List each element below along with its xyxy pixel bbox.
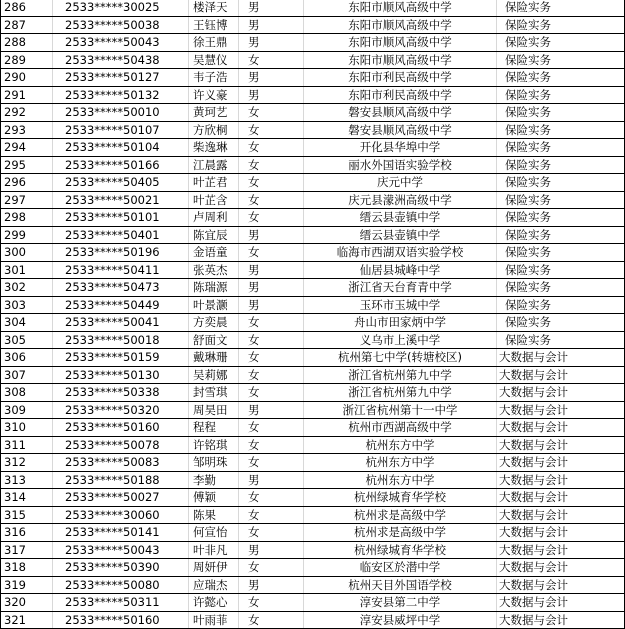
cell-subject: 大数据与会计	[497, 594, 625, 612]
cell-student-name: 吴莉娜	[189, 366, 239, 384]
cell-student-name: 方奕晨	[189, 314, 239, 332]
cell-exam-id: 2533*****50160	[53, 419, 189, 437]
cell-number: 302	[1, 279, 53, 297]
cell-school: 仙居县城峰中学	[304, 261, 497, 279]
cell-school: 杭州求是高级中学	[304, 506, 497, 524]
cell-school: 义乌市上溪中学	[304, 331, 497, 349]
cell-gender: 男	[239, 16, 304, 34]
cell-gender: 男	[239, 69, 304, 87]
cell-number: 309	[1, 401, 53, 419]
cell-number: 289	[1, 51, 53, 69]
cell-gender: 女	[239, 366, 304, 384]
cell-number: 291	[1, 86, 53, 104]
cell-exam-id: 2533*****50449	[53, 296, 189, 314]
cell-exam-id: 2533*****30060	[53, 506, 189, 524]
cell-gender: 男	[239, 471, 304, 489]
cell-student-name: 叶非凡	[189, 541, 239, 559]
cell-school: 浙江省杭州第十一中学	[304, 401, 497, 419]
cell-gender: 女	[239, 191, 304, 209]
cell-number: 290	[1, 69, 53, 87]
cell-school: 庆元县濛洲高级中学	[304, 191, 497, 209]
cell-subject: 保险实务	[497, 261, 625, 279]
cell-school: 杭州天目外国语学校	[304, 576, 497, 594]
cell-subject: 保险实务	[497, 86, 625, 104]
table-row	[1, 454, 625, 472]
cell-exam-id: 2533*****50078	[53, 436, 189, 454]
cell-subject: 大数据与会计	[497, 419, 625, 437]
cell-exam-id: 2533*****50107	[53, 121, 189, 139]
table-row	[1, 366, 625, 384]
cell-exam-id: 2533*****50141	[53, 524, 189, 542]
cell-student-name: 黄珂艺	[189, 104, 239, 122]
cell-school: 杭州东方中学	[304, 454, 497, 472]
cell-gender: 女	[239, 174, 304, 192]
table-row	[1, 16, 625, 34]
cell-school: 丽水外国语实验学校	[304, 156, 497, 174]
cell-number: 319	[1, 576, 53, 594]
table-row	[1, 594, 625, 612]
cell-school: 浙江省杭州第九中学	[304, 384, 497, 402]
cell-exam-id: 2533*****50320	[53, 401, 189, 419]
cell-exam-id: 2533*****50166	[53, 156, 189, 174]
cell-student-name: 许义豪	[189, 86, 239, 104]
cell-gender: 女	[239, 611, 304, 629]
table-row	[1, 506, 625, 524]
cell-school: 开化县华埠中学	[304, 139, 497, 157]
cell-exam-id: 2533*****50043	[53, 541, 189, 559]
cell-number: 316	[1, 524, 53, 542]
cell-number: 315	[1, 506, 53, 524]
cell-number: 301	[1, 261, 53, 279]
cell-subject: 大数据与会计	[497, 349, 625, 367]
cell-gender: 女	[239, 51, 304, 69]
cell-student-name: 封雪琪	[189, 384, 239, 402]
table-row	[1, 0, 625, 16]
cell-student-name: 陈瑞源	[189, 279, 239, 297]
cell-number: 296	[1, 174, 53, 192]
cell-gender: 男	[239, 226, 304, 244]
table-row	[1, 384, 625, 402]
cell-gender: 女	[239, 454, 304, 472]
cell-student-name: 叶芷君	[189, 174, 239, 192]
cell-subject: 保险实务	[497, 174, 625, 192]
cell-school: 杭州东方中学	[304, 436, 497, 454]
cell-exam-id: 2533*****50130	[53, 366, 189, 384]
table-row	[1, 69, 625, 87]
cell-school: 东阳市利民高级中学	[304, 69, 497, 87]
cell-school: 东阳市顺风高级中学	[304, 16, 497, 34]
cell-student-name: 徐王鼎	[189, 34, 239, 52]
cell-subject: 保险实务	[497, 139, 625, 157]
cell-exam-id: 2533*****50083	[53, 454, 189, 472]
table-row	[1, 121, 625, 139]
cell-number: 299	[1, 226, 53, 244]
cell-exam-id: 2533*****50041	[53, 314, 189, 332]
table-row	[1, 139, 625, 157]
cell-exam-id: 2533*****50027	[53, 489, 189, 507]
cell-subject: 保险实务	[497, 314, 625, 332]
table-row	[1, 261, 625, 279]
cell-gender: 男	[239, 0, 304, 16]
cell-subject: 保险实务	[497, 104, 625, 122]
cell-gender: 女	[239, 104, 304, 122]
cell-school: 磐安县顺风高级中学	[304, 104, 497, 122]
cell-gender: 男	[239, 279, 304, 297]
cell-student-name: 江晨露	[189, 156, 239, 174]
cell-student-name: 吴慧仪	[189, 51, 239, 69]
cell-student-name: 应瑞杰	[189, 576, 239, 594]
cell-gender: 女	[239, 244, 304, 262]
table-row	[1, 209, 625, 227]
cell-student-name: 李勤	[189, 471, 239, 489]
cell-exam-id: 2533*****50311	[53, 594, 189, 612]
cell-number: 287	[1, 16, 53, 34]
cell-school: 杭州求是高级中学	[304, 524, 497, 542]
cell-gender: 女	[239, 506, 304, 524]
cell-number: 313	[1, 471, 53, 489]
cell-number: 303	[1, 296, 53, 314]
cell-exam-id: 2533*****50473	[53, 279, 189, 297]
cell-number: 311	[1, 436, 53, 454]
cell-subject: 保险实务	[497, 121, 625, 139]
cell-exam-id: 2533*****50043	[53, 34, 189, 52]
cell-exam-id: 2533*****50338	[53, 384, 189, 402]
cell-student-name: 程程	[189, 419, 239, 437]
cell-gender: 男	[239, 296, 304, 314]
cell-school: 淳安县第二中学	[304, 594, 497, 612]
cell-school: 庆元中学	[304, 174, 497, 192]
cell-student-name: 张英杰	[189, 261, 239, 279]
cell-student-name: 韦子浩	[189, 69, 239, 87]
cell-subject: 保险实务	[497, 191, 625, 209]
cell-student-name: 许铭琪	[189, 436, 239, 454]
table-row	[1, 331, 625, 349]
table-row	[1, 51, 625, 69]
cell-gender: 女	[239, 559, 304, 577]
cell-school: 东阳市顺风高级中学	[304, 0, 497, 16]
table-row	[1, 86, 625, 104]
cell-school: 浙江省天台育青中学	[304, 279, 497, 297]
cell-number: 321	[1, 611, 53, 629]
cell-school: 临海市西湖双语实验学校	[304, 244, 497, 262]
cell-number: 300	[1, 244, 53, 262]
table-row	[1, 436, 625, 454]
cell-number: 305	[1, 331, 53, 349]
cell-exam-id: 2533*****50132	[53, 86, 189, 104]
cell-student-name: 周昊田	[189, 401, 239, 419]
table-row	[1, 611, 625, 629]
cell-school: 杭州绿城育华学校	[304, 489, 497, 507]
cell-gender: 女	[239, 314, 304, 332]
cell-gender: 男	[239, 86, 304, 104]
cell-number: 320	[1, 594, 53, 612]
cell-school: 杭州东方中学	[304, 471, 497, 489]
cell-subject: 保险实务	[497, 34, 625, 52]
cell-student-name: 舒面文	[189, 331, 239, 349]
cell-gender: 女	[239, 209, 304, 227]
cell-number: 317	[1, 541, 53, 559]
cell-subject: 大数据与会计	[497, 576, 625, 594]
cell-exam-id: 2533*****50018	[53, 331, 189, 349]
cell-subject: 大数据与会计	[497, 524, 625, 542]
cell-gender: 女	[239, 121, 304, 139]
cell-student-name: 何宣怡	[189, 524, 239, 542]
cell-number: 312	[1, 454, 53, 472]
cell-exam-id: 2533*****50101	[53, 209, 189, 227]
cell-subject: 大数据与会计	[497, 471, 625, 489]
cell-number: 297	[1, 191, 53, 209]
table-row	[1, 541, 625, 559]
cell-number: 294	[1, 139, 53, 157]
cell-student-name: 金语童	[189, 244, 239, 262]
cell-school: 玉环市玉城中学	[304, 296, 497, 314]
cell-student-name: 邹明珠	[189, 454, 239, 472]
cell-gender: 女	[239, 419, 304, 437]
cell-number: 306	[1, 349, 53, 367]
cell-student-name: 叶景灏	[189, 296, 239, 314]
cell-school: 杭州第七中学(转塘校区)	[304, 349, 497, 367]
cell-exam-id: 2533*****50159	[53, 349, 189, 367]
cell-gender: 女	[239, 156, 304, 174]
cell-subject: 大数据与会计	[497, 384, 625, 402]
cell-subject: 大数据与会计	[497, 541, 625, 559]
cell-gender: 男	[239, 576, 304, 594]
cell-subject: 保险实务	[497, 244, 625, 262]
cell-subject: 保险实务	[497, 331, 625, 349]
cell-number: 298	[1, 209, 53, 227]
table-row	[1, 174, 625, 192]
cell-subject: 大数据与会计	[497, 489, 625, 507]
cell-gender: 女	[239, 489, 304, 507]
cell-student-name: 陈宜辰	[189, 226, 239, 244]
cell-student-name: 王钰博	[189, 16, 239, 34]
cell-exam-id: 2533*****50438	[53, 51, 189, 69]
table-row	[1, 226, 625, 244]
cell-subject: 保险实务	[497, 16, 625, 34]
cell-subject: 保险实务	[497, 279, 625, 297]
cell-gender: 女	[239, 331, 304, 349]
cell-student-name: 陈果	[189, 506, 239, 524]
cell-school: 浙江省杭州第九中学	[304, 366, 497, 384]
cell-exam-id: 2533*****50160	[53, 611, 189, 629]
cell-exam-id: 2533*****50390	[53, 559, 189, 577]
table-row	[1, 349, 625, 367]
cell-exam-id: 2533*****50021	[53, 191, 189, 209]
cell-student-name: 卢周利	[189, 209, 239, 227]
table-row	[1, 279, 625, 297]
cell-number: 304	[1, 314, 53, 332]
cell-number: 292	[1, 104, 53, 122]
cell-number: 318	[1, 559, 53, 577]
cell-gender: 女	[239, 594, 304, 612]
cell-school: 缙云县壶镇中学	[304, 226, 497, 244]
cell-subject: 保险实务	[497, 51, 625, 69]
cell-gender: 男	[239, 261, 304, 279]
cell-subject: 保险实务	[497, 226, 625, 244]
cell-school: 东阳市顺风高级中学	[304, 51, 497, 69]
cell-exam-id: 2533*****50401	[53, 226, 189, 244]
table-row	[1, 489, 625, 507]
cell-school: 东阳市顺风高级中学	[304, 34, 497, 52]
cell-number: 308	[1, 384, 53, 402]
cell-student-name: 周妍伊	[189, 559, 239, 577]
cell-gender: 女	[239, 139, 304, 157]
table-row	[1, 419, 625, 437]
table-row	[1, 314, 625, 332]
table-row	[1, 576, 625, 594]
cell-exam-id: 2533*****50080	[53, 576, 189, 594]
cell-school: 杭州绿城育华学校	[304, 541, 497, 559]
cell-number: 307	[1, 366, 53, 384]
cell-subject: 大数据与会计	[497, 366, 625, 384]
cell-gender: 女	[239, 384, 304, 402]
table-row	[1, 156, 625, 174]
cell-gender: 男	[239, 34, 304, 52]
cell-student-name: 傅颖	[189, 489, 239, 507]
cell-exam-id: 2533*****50196	[53, 244, 189, 262]
cell-number: 310	[1, 419, 53, 437]
cell-subject: 保险实务	[497, 209, 625, 227]
cell-number: 314	[1, 489, 53, 507]
cell-exam-id: 2533*****50188	[53, 471, 189, 489]
cell-subject: 大数据与会计	[497, 506, 625, 524]
cell-subject: 大数据与会计	[497, 436, 625, 454]
cell-gender: 女	[239, 436, 304, 454]
cell-number: 286	[1, 0, 53, 16]
cell-school: 临安区於潜中学	[304, 559, 497, 577]
cell-school: 淳安县威坪中学	[304, 611, 497, 629]
cell-student-name: 戴琳珊	[189, 349, 239, 367]
table-row	[1, 191, 625, 209]
cell-school: 缙云县壶镇中学	[304, 209, 497, 227]
cell-exam-id: 2533*****50411	[53, 261, 189, 279]
cell-exam-id: 2533*****30025	[53, 0, 189, 16]
cell-subject: 保险实务	[497, 0, 625, 16]
cell-number: 288	[1, 34, 53, 52]
table-body	[1, 0, 625, 629]
cell-number: 295	[1, 156, 53, 174]
cell-school: 杭州市西湖高级中学	[304, 419, 497, 437]
cell-number: 293	[1, 121, 53, 139]
table-row	[1, 296, 625, 314]
table-row	[1, 559, 625, 577]
cell-school: 东阳市利民高级中学	[304, 86, 497, 104]
cell-student-name: 方欣桐	[189, 121, 239, 139]
cell-subject: 保险实务	[497, 69, 625, 87]
cell-student-name: 叶芷含	[189, 191, 239, 209]
cell-student-name: 楼泽天	[189, 0, 239, 16]
cell-gender: 女	[239, 349, 304, 367]
cell-student-name: 柴逸琳	[189, 139, 239, 157]
cell-gender: 女	[239, 524, 304, 542]
cell-school: 舟山市田家炳中学	[304, 314, 497, 332]
cell-student-name: 许懿心	[189, 594, 239, 612]
table-row	[1, 524, 625, 542]
cell-exam-id: 2533*****50010	[53, 104, 189, 122]
table-row	[1, 104, 625, 122]
table-row	[1, 401, 625, 419]
cell-subject: 保险实务	[497, 296, 625, 314]
table-row	[1, 244, 625, 262]
cell-subject: 大数据与会计	[497, 611, 625, 629]
cell-subject: 保险实务	[497, 156, 625, 174]
cell-exam-id: 2533*****50127	[53, 69, 189, 87]
cell-exam-id: 2533*****50405	[53, 174, 189, 192]
cell-subject: 大数据与会计	[497, 454, 625, 472]
cell-exam-id: 2533*****50104	[53, 139, 189, 157]
cell-subject: 大数据与会计	[497, 559, 625, 577]
cell-student-name: 叶雨菲	[189, 611, 239, 629]
cell-subject: 大数据与会计	[497, 401, 625, 419]
table-row	[1, 34, 625, 52]
cell-school: 磐安县顺风高级中学	[304, 121, 497, 139]
cell-exam-id: 2533*****50038	[53, 16, 189, 34]
cell-gender: 男	[239, 541, 304, 559]
table-row	[1, 471, 625, 489]
cell-gender: 男	[239, 401, 304, 419]
